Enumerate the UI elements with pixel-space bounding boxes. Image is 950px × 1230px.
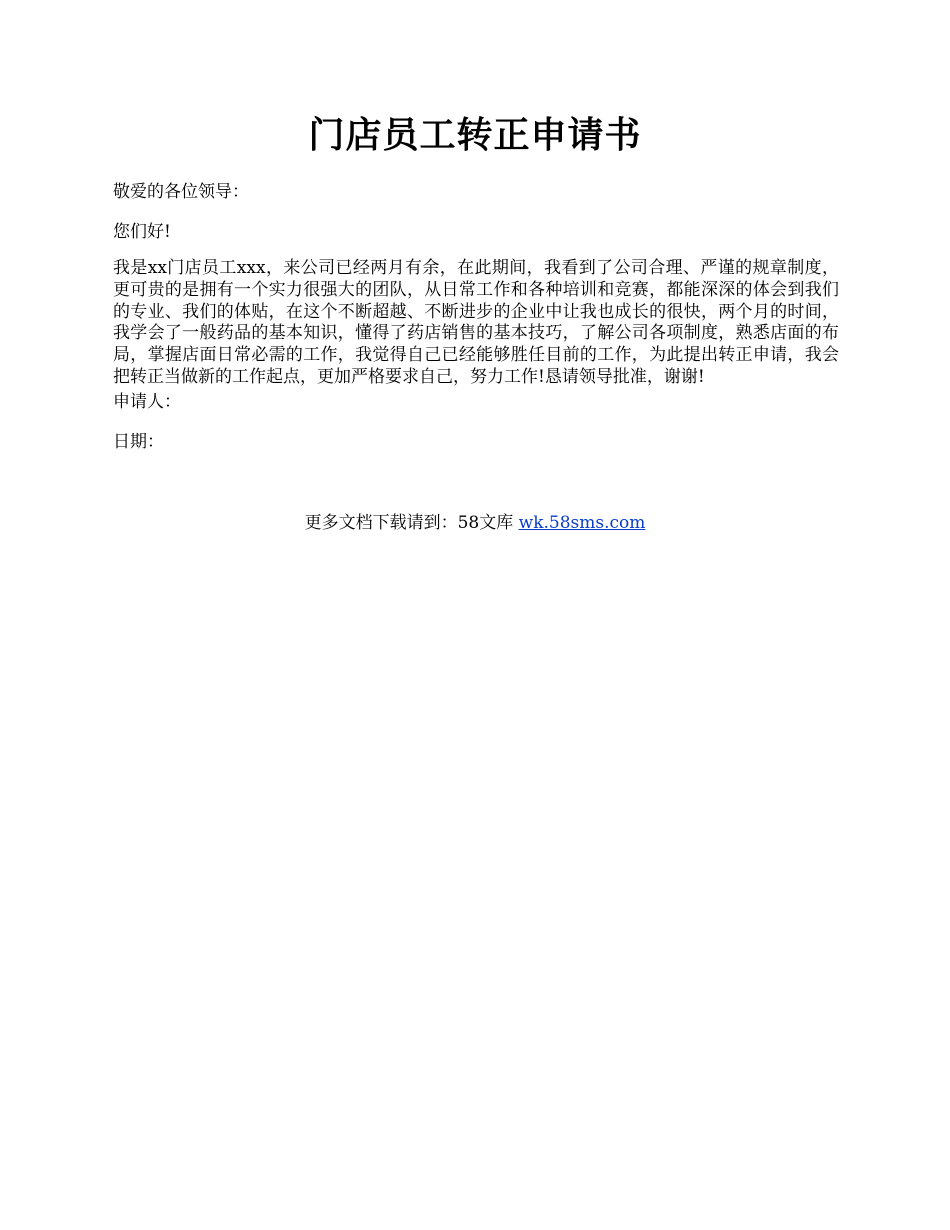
- application-body: 我是xx门店员工xxx，来公司已经两月有余，在此期间，我看到了公司合理、严谨的规章制度，更可贵的是拥有一个实力很强大的团队，从日常工作和各种培训和竞赛，都能深深的体会到我们的专业、我们的体贴，在这个不断超越、不断进步的企业中让我也成长的很快，两个月的时间，我学会了一般药品的基本知识，懂得了药店销售的基本技巧，了解公司各项制度，熟悉店面的布局，掌握店面日常必需的工作，我觉得自己已经能够胜任目前的工作，为此提出转正申请，我会把转正当做新的工作起点，更加严格要求自己，努力工作!恳请领导批准，谢谢!: [113, 258, 839, 387]
- date-label: 日期：: [113, 431, 164, 452]
- salutation: 敬爱的各位领导：: [113, 182, 249, 202]
- footer-text: 更多文档下载请到：58文库: [304, 513, 514, 533]
- footer-link[interactable]: wk.58sms.com: [518, 513, 646, 533]
- document-content: [113, 178, 839, 469]
- document-title: 门店员工转正申请书: [308, 114, 642, 156]
- greeting: 您们好!: [113, 222, 171, 242]
- applicant-label: 申请人：: [113, 391, 181, 412]
- footer: [0, 510, 950, 536]
